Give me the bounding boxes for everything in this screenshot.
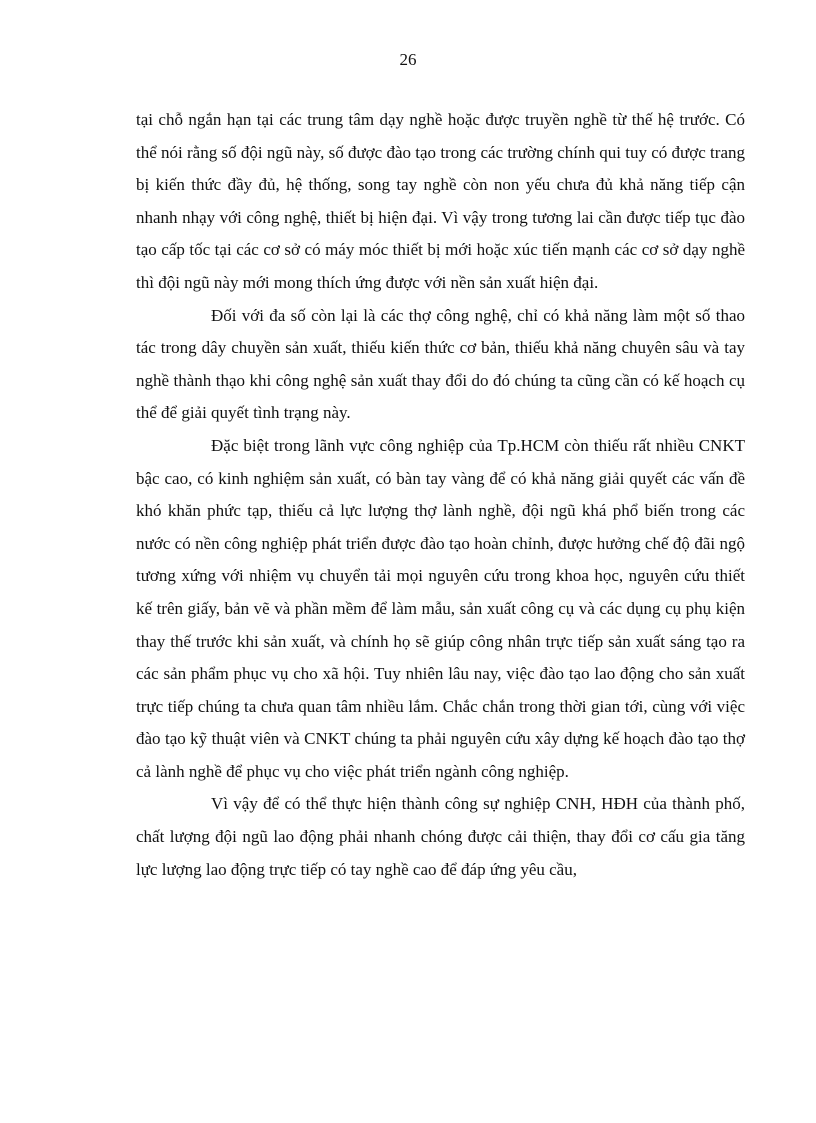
paragraph-technical-workers: Đối với đa số còn lại là các thợ công nghệ, chỉ có khả năng làm một số thao tác trong dây chuyền sản xuất, thiếu kiến thức cơ bản, thiếu khả năng chuyên sâu và tay nghề thành thạo khi công nghệ sản xuất thay đổi do đó chúng ta cũng cần có kế hoạch cụ thể để giải quyết tình trạng này. [136,305,745,423]
document-body [136,104,745,886]
paragraph-continuation: tại chỗ ngắn hạn tại các trung tâm dạy nghề hoặc được truyền nghề từ thế hệ trước. Có thể nói rằng số đội ngũ này, số được đào tạo trong các trường chính qui tuy có được trang bị kiến thức đầy đủ, hệ thống, song tay nghề còn non yếu chưa đủ khả năng tiếp cận nhanh nhạy với công nghệ, thiết bị hiện đại. Vì vậy trong tương lai cần được tiếp tục đào tạo cấp tốc tại các cơ sở có máy móc thiết bị mới hoặc xúc tiến mạnh các cơ sở dạy nghề thì đội ngũ này mới mong thích ứng được với nền sản xuất hiện đại. [136,110,745,292]
paragraph-industrialization: Vì vậy để có thể thực hiện thành công sự nghiệp CNH, HĐH của thành phố, chất lượng đội ngũ lao động phải nhanh chóng được cải thiện, thay đổi cơ cấu gia tăng lực lượng lao động trực tiếp có tay nghề cao để đáp ứng yêu cầu, [136,794,745,879]
paragraph-skilled-workers: Đặc biệt trong lãnh vực công nghiệp của Tp.HCM còn thiếu rất nhiều CNKT bậc cao, có kinh nghiệm sản xuất, có bàn tay vàng để có khả năng giải quyết các vấn đề khó khăn phức tạp, thiếu cả lực lượng thợ lành nghề, đội ngũ khá phổ biến trong các nước có nền công nghiệp phát triển được đào tạo hoàn chỉnh, được hưởng chế độ đãi ngộ tương xứng với nhiệm vụ chuyển tải mọi nguyên cứu trong khoa học, nguyên cứu thiết kế trên giấy, bản vẽ và phần mềm để làm mẫu, sản xuất công cụ và các dụng cụ phụ kiện thay thế trước khi sản xuất, và chính họ sẽ giúp công nhân trực tiếp sản xuất sáng tạo ra các sản phẩm phục vụ cho xã hội. Tuy nhiên lâu nay, việc đào tạo lao động cho sản xuất trực tiếp chúng ta chưa quan tâm nhiều lắm. Chắc chắn trong thời gian tới, cùng với việc đào tạo kỹ thuật viên và CNKT chúng ta phải nguyên cứu xây dựng kế hoạch đào tạo thợ cả lành nghề để phục vụ cho việc phát triển ngành công nghiệp. [136,435,745,781]
page-number: 26 [399,50,417,69]
